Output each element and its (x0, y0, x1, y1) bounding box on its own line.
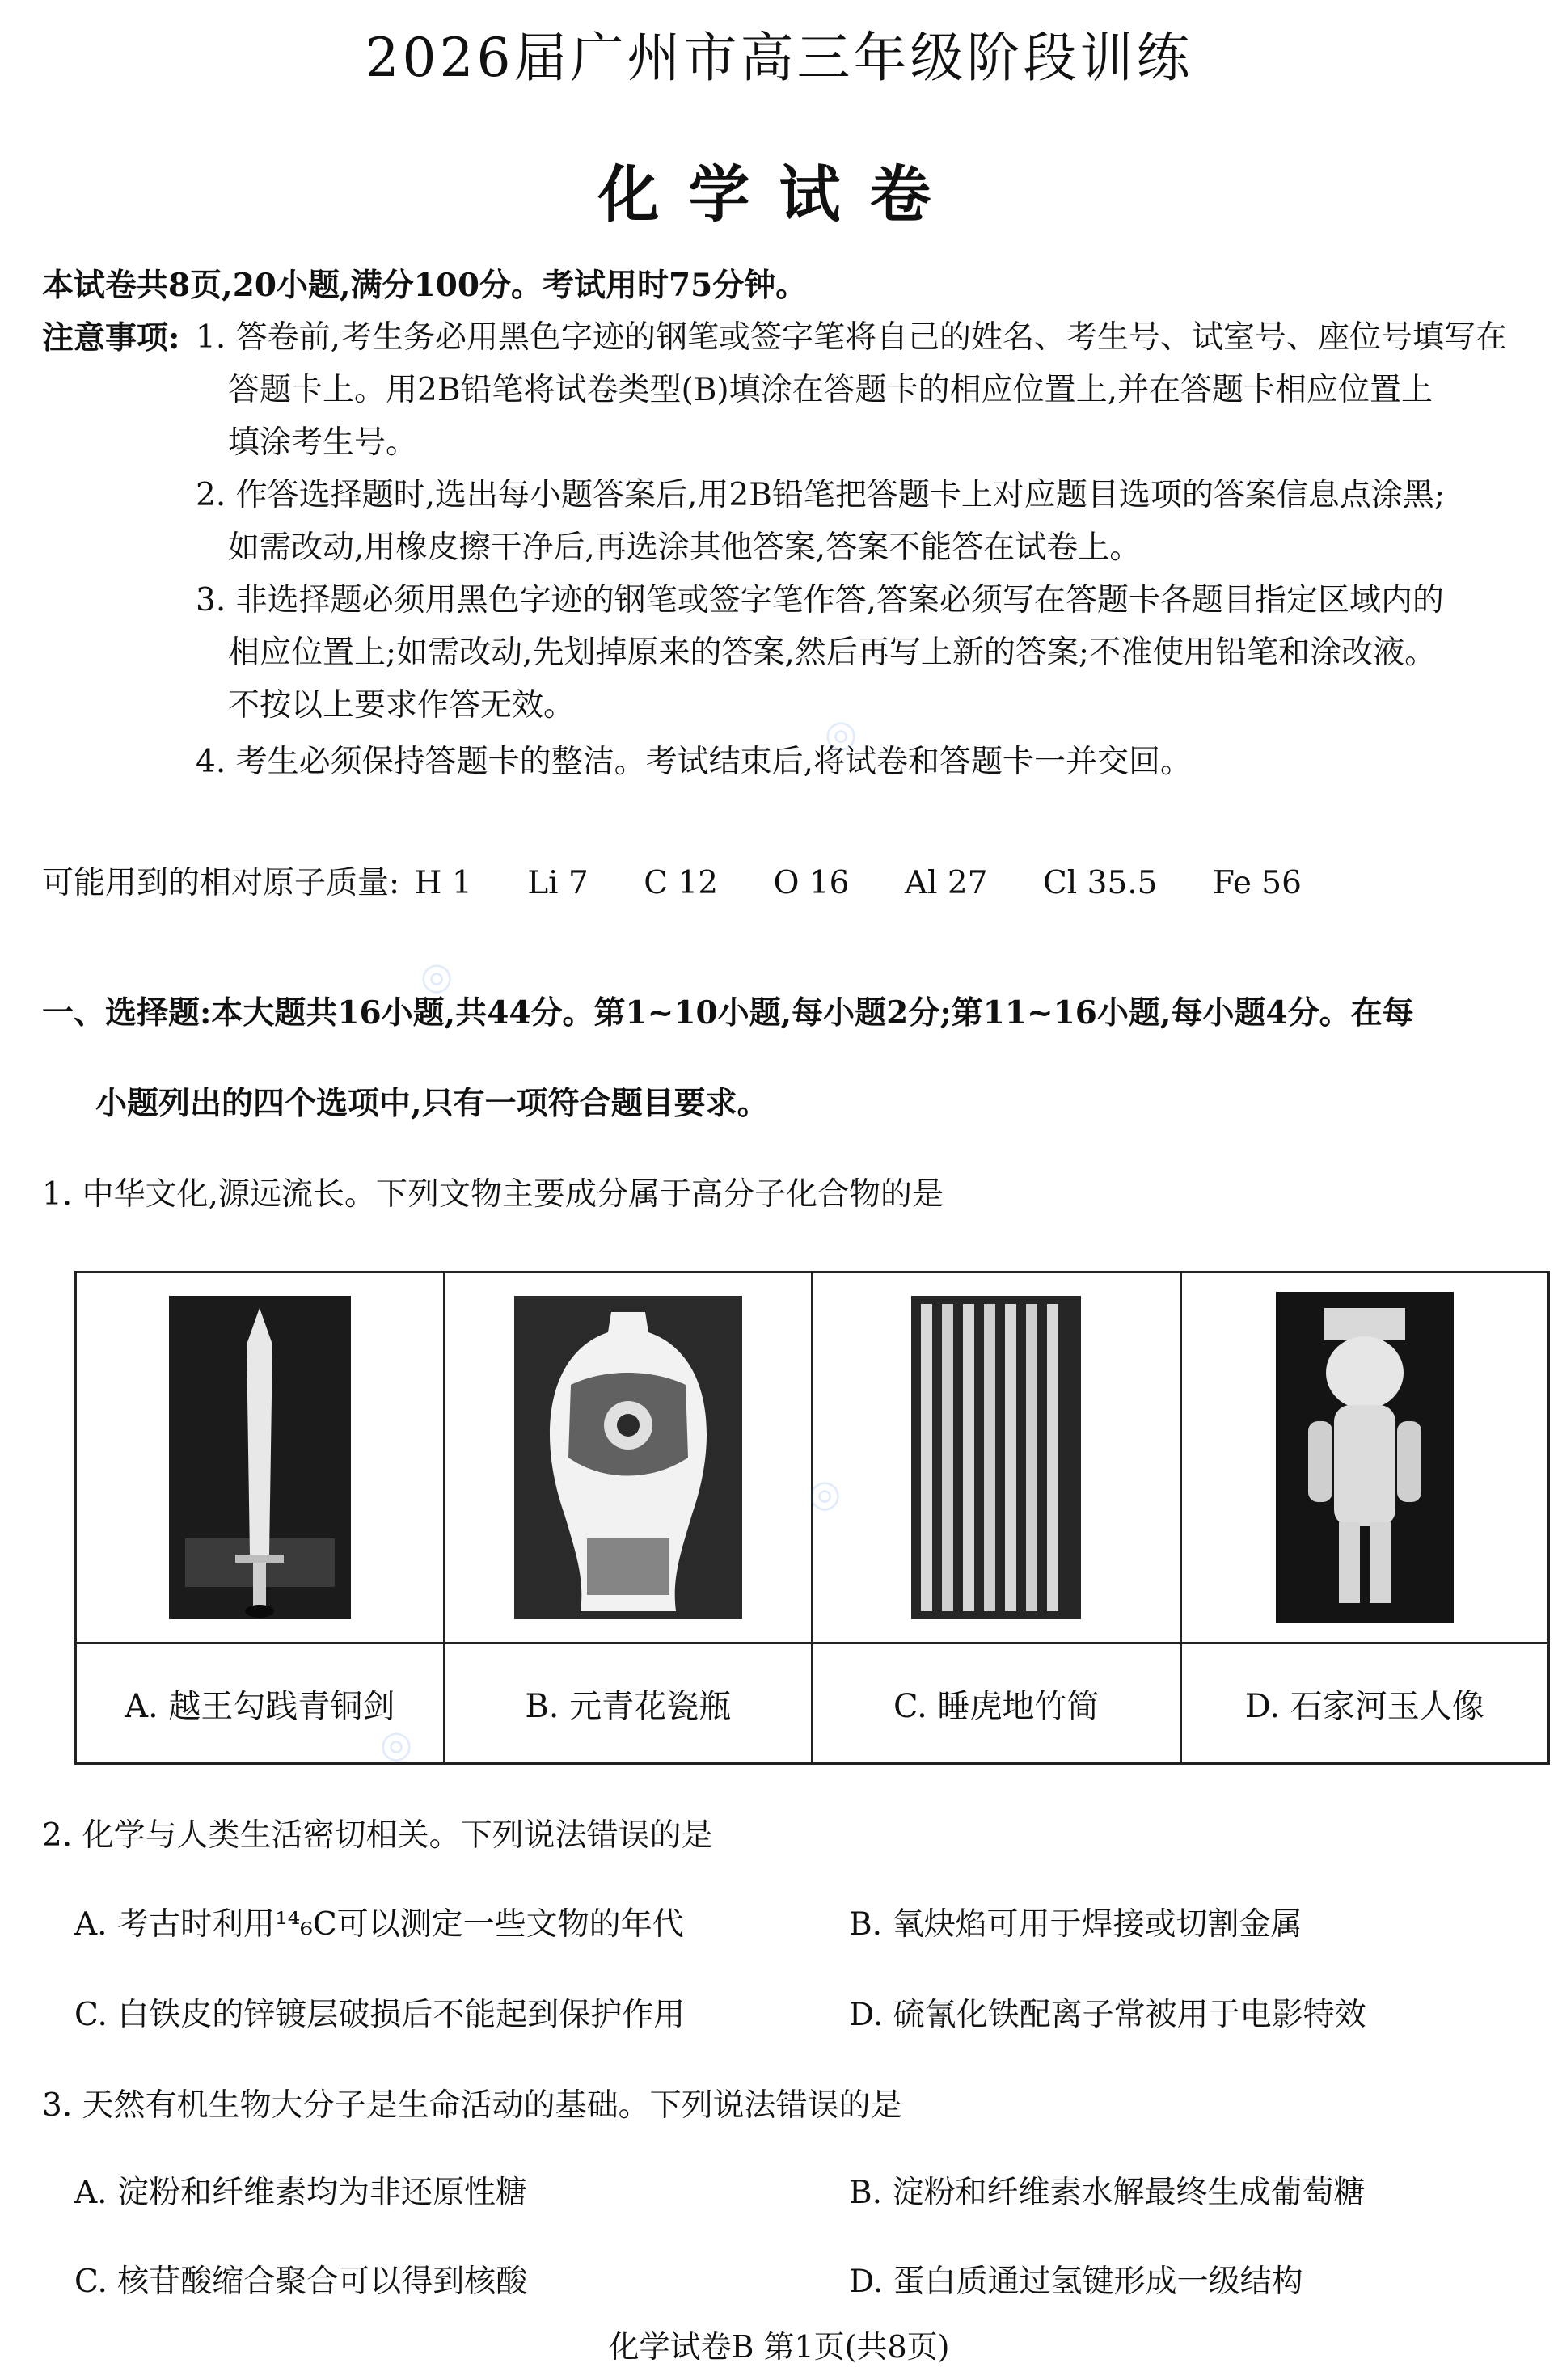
mass-fe: Fe 56 (1212, 865, 1302, 901)
relics-table (74, 1271, 1550, 1765)
option-1d: D. 石家河玉人像 (1180, 1644, 1549, 1764)
watermark-logo-icon: ◎ (420, 954, 454, 998)
subject-title: 化学试卷 (597, 158, 961, 230)
note-3-line-1: 3. 非选择题必须用黑色字迹的钢笔或签字笔作答,答案必须写在答题卡各题目指定区域内的 (196, 582, 1445, 618)
question-1-stem: 1. 中华文化,源远流长。下列文物主要成分属于高分子化合物的是 (42, 1176, 944, 1213)
question-2-stem: 2. 化学与人类生活密切相关。下列说法错误的是 (42, 1817, 713, 1854)
watermark-logo-icon: ◎ (825, 711, 858, 755)
mass-o: O 16 (773, 865, 850, 901)
option-2a: A. 考古时利用¹⁴₆C可以测定一些文物的年代 (74, 1906, 684, 1943)
exam-intro: 本试卷共8页,20小题,满分100分。考试用时75分钟。 (42, 267, 808, 304)
notes-label: 注意事项: (42, 319, 180, 357)
bronze-sword-image (169, 1296, 351, 1619)
exam-title: 2026届广州市高三年级阶段训练 (365, 27, 1193, 89)
atomic-masses (42, 865, 1302, 903)
mass-c: C 12 (644, 865, 719, 901)
section-heading: 一、选择题:本大题共16小题,共44分。第1~10小题,每小题2分;第11~16小题,每小题4分。在每 (42, 994, 1414, 1032)
mass-al: Al 27 (904, 865, 988, 901)
jade-figure-image (1276, 1292, 1454, 1623)
note-1-line-3: 填涂考生号。 (228, 424, 418, 461)
watermark-logo-icon: ◎ (809, 1471, 842, 1515)
relic-cell-d (1180, 1272, 1549, 1644)
question-3-stem: 3. 天然有机生物大分子是生命活动的基础。下列说法错误的是 (42, 2087, 902, 2124)
relic-cell-a (76, 1272, 445, 1644)
option-3b: B. 淀粉和纤维素水解最终生成葡萄糖 (849, 2175, 1366, 2211)
option-1b: B. 元青花瓷瓶 (444, 1644, 813, 1764)
option-3a: A. 淀粉和纤维素均为非还原性糖 (74, 2175, 527, 2211)
relic-cell-c (813, 1272, 1181, 1644)
mass-cl: Cl 35.5 (1042, 865, 1158, 901)
note-4-line-1: 4. 考生必须保持答题卡的整洁。考试结束后,将试卷和答题卡一并交回。 (196, 744, 1193, 780)
mass-h: H 1 (414, 865, 472, 901)
option-2c: C. 白铁皮的锌镀层破损后不能起到保护作用 (74, 1997, 686, 2033)
option-1c: C. 睡虎地竹简 (813, 1644, 1181, 1764)
note-3-line-2: 相应位置上;如需改动,先划掉原来的答案,然后再写上新的答案;不准使用铅笔和涂改液。 (228, 635, 1437, 671)
option-2d: D. 硫氰化铁配离子常被用于电影特效 (849, 1997, 1366, 2033)
mass-li: Li 7 (527, 865, 589, 901)
option-3c: C. 核苷酸缩合聚合可以得到核酸 (74, 2264, 528, 2300)
option-2b: B. 氧炔焰可用于焊接或切割金属 (849, 1906, 1303, 1943)
option-3d: D. 蛋白质通过氢键形成一级结构 (849, 2264, 1303, 2300)
note-2-line-1: 2. 作答选择题时,选出每小题答案后,用2B铅笔把答题卡上对应题目选项的答案信息点涂黑; (196, 477, 1446, 513)
page-footer: 化学试卷B 第1页(共8页) (608, 2329, 950, 2365)
note-1-line-2: 答题卡上。用2B铅笔将试卷类型(B)填涂在答题卡的相应位置上,并在答题卡相应位置上 (228, 372, 1433, 408)
option-1a: A. 越王勾践青铜剑 (76, 1644, 445, 1764)
porcelain-vase-image (514, 1296, 742, 1619)
note-1-line-1: 1. 答卷前,考生务必用黑色字迹的钢笔或签字笔将自己的姓名、考生号、试室号、座位号填写在 (196, 319, 1508, 356)
note-3-line-3: 不按以上要求作答无效。 (228, 687, 576, 724)
note-2-line-2: 如需改动,用橡皮擦干净后,再选涂其他答案,答案不能答在试卷上。 (228, 530, 1142, 566)
relic-cell-b (444, 1272, 813, 1644)
watermark-logo-icon: ◎ (380, 1722, 413, 1766)
section-heading-cont: 小题列出的四个选项中,只有一项符合题目要求。 (95, 1085, 769, 1122)
atomic-masses-label: 可能用到的相对原子质量: (42, 865, 400, 901)
bamboo-slips-image (911, 1296, 1081, 1619)
